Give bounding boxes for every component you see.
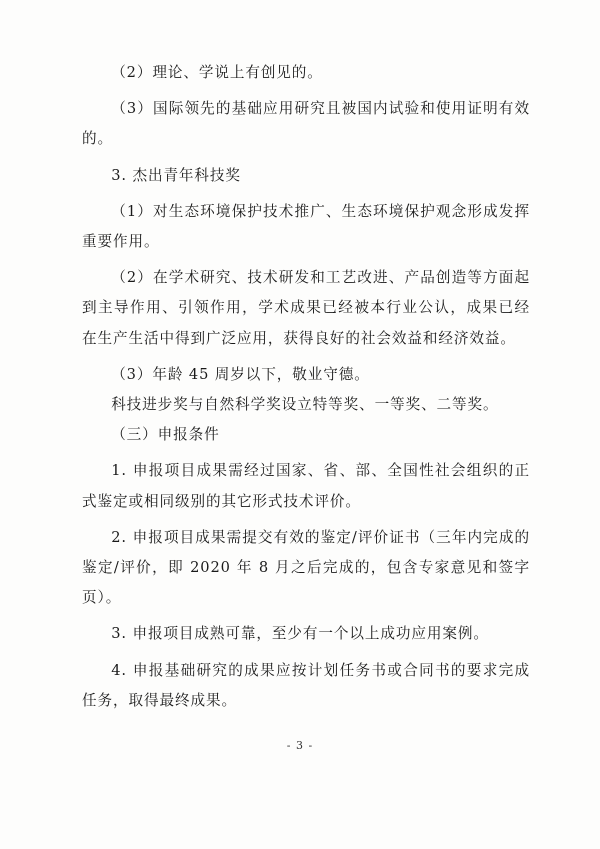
paragraph-1: （2）理论、学说上有创见的。 [111,64,323,81]
paragraph-5: （2）在学术研究、技术研发和工艺改进、产品创造等方面起到主导作用、引领作用，学术成果已经被本行业公认，成果已经在生产生活中得到广泛应用，获得良好的社会效益和经济效益。 [82,269,530,347]
section-heading-youth-award: 3. 杰出青年科技奖 [111,166,241,184]
paragraph-9: 1. 申报项目成果需经过国家、省、部、全国性社会组织的正式鉴定或相同级别的其它形式技术评价。 [82,462,530,510]
section-heading-conditions: （三）申报条件 [111,426,220,444]
paragraph-11: 3. 申报项目成熟可靠，至少有一个以上成功应用案例。 [111,625,489,643]
document-body [82,58,530,716]
paragraph-7: 科技进步奖与自然科学奖设立特等奖、一等奖、二等奖。 [111,396,499,414]
paragraph-6: （3）年龄 45 周岁以下，敬业守德。 [111,365,370,383]
paragraph-4: （1）对生态环境保护技术推广、生态环境保护观念形成发挥重要作用。 [82,202,530,251]
paragraph-10: 2. 申报项目成果需提交有效的鉴定/评价证书（三年内完成的鉴定/评价，即 2020 年 8 月之后完成的，包含专家意见和签字页）。 [82,528,530,607]
page-number: - 3 - [286,739,314,752]
paragraph-12: 4. 申报基础研究的成果应按计划任务书或合同书的要求完成任务，取得最终成果。 [82,661,530,709]
paragraph-2: （3）国际领先的基础应用研究且被国内试验和使用证明有效的。 [82,100,530,148]
